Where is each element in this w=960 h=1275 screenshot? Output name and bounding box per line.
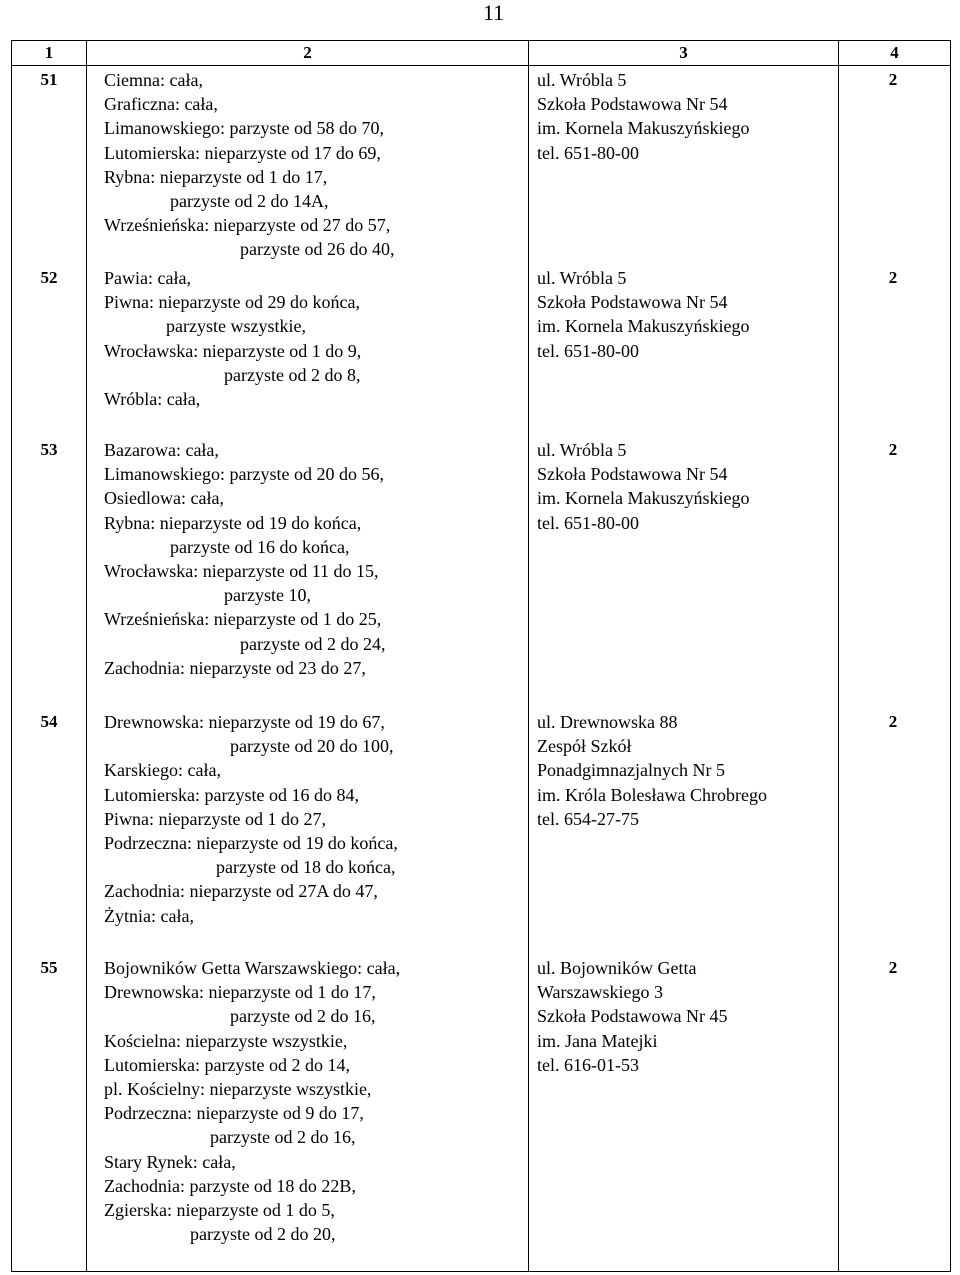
street-line: Pawia: cała, xyxy=(104,268,191,288)
street-list xyxy=(104,438,524,680)
header-col-4: 4 xyxy=(890,43,899,62)
street-line: Bojowników Getta Warszawskiego: cała, xyxy=(104,958,401,978)
school-address xyxy=(537,956,837,1077)
school-line: im. Kornela Makuszyńskiego xyxy=(537,316,750,337)
school-line: tel. 651-80-00 xyxy=(537,340,639,361)
street-line: parzyste od 2 do 16, xyxy=(230,1006,376,1027)
street-line: parzyste od 26 do 40, xyxy=(240,239,395,260)
table-header xyxy=(12,41,950,66)
school-line: Zespół Szkół xyxy=(537,736,632,757)
school-line: im. Jana Matejki xyxy=(537,1030,658,1051)
street-line: Lutomierska: parzyste od 16 do 84, xyxy=(104,784,359,805)
street-line: Karskiego: cała, xyxy=(104,760,221,781)
street-line: parzyste od 2 do 20, xyxy=(190,1224,336,1245)
street-line: Wróbla: cała, xyxy=(104,388,201,409)
school-line: Ponadgimnazjalnych Nr 5 xyxy=(537,760,725,781)
street-line: Drewnowska: nieparzyste od 1 do 17, xyxy=(104,982,376,1003)
district-number: 53 xyxy=(40,440,58,459)
school-line: tel. 654-27-75 xyxy=(537,808,639,829)
column-4-value: 2 xyxy=(888,440,898,459)
street-list xyxy=(104,956,524,1246)
street-line: parzyste od 16 do końca, xyxy=(170,536,350,557)
street-line: Wrocławska: nieparzyste od 1 do 9, xyxy=(104,340,362,361)
street-list xyxy=(104,710,524,928)
district-table xyxy=(11,40,951,1272)
district-number: 51 xyxy=(40,70,58,89)
district-number: 54 xyxy=(40,712,58,731)
school-line: ul. Bojowników Getta xyxy=(537,958,697,978)
street-line: Piwna: nieparzyste od 1 do 27, xyxy=(104,808,326,829)
street-line: Zachodnia: nieparzyste od 27A do 47, xyxy=(104,881,378,902)
street-line: Stary Rynek: cała, xyxy=(104,1151,236,1172)
street-line: parzyste od 20 do 100, xyxy=(230,736,394,757)
column-divider xyxy=(838,41,839,1271)
header-col-1: 1 xyxy=(44,43,54,62)
school-line: im. Kornela Makuszyńskiego xyxy=(537,118,750,139)
street-line: Podrzeczna: nieparzyste od 19 do końca, xyxy=(104,832,398,853)
street-line: Wrocławska: nieparzyste od 11 do 15, xyxy=(104,560,379,581)
street-line: parzyste 10, xyxy=(224,585,311,606)
school-address xyxy=(537,68,837,165)
school-address xyxy=(537,266,837,363)
street-line: Rybna: nieparzyste od 1 do 17, xyxy=(104,166,328,187)
district-number: 52 xyxy=(40,268,58,287)
street-line: Lutomierska: parzyste od 2 do 14, xyxy=(104,1054,350,1075)
street-line: parzyste od 2 do 14A, xyxy=(170,190,329,211)
street-line: Drewnowska: nieparzyste od 19 do 67, xyxy=(104,712,385,732)
header-col-2: 2 xyxy=(303,43,312,62)
street-line: Żytnia: cała, xyxy=(104,905,194,926)
school-line: ul. Wróbla 5 xyxy=(537,70,627,90)
column-4-value: 2 xyxy=(888,268,898,287)
street-line: Podrzeczna: nieparzyste od 9 do 17, xyxy=(104,1103,364,1124)
street-line: Graficzna: cała, xyxy=(104,94,218,115)
street-line: Osiedlowa: cała, xyxy=(104,488,224,509)
column-4-value: 2 xyxy=(888,958,898,977)
school-line: Szkoła Podstawowa Nr 54 xyxy=(537,94,728,115)
street-line: Kościelna: nieparzyste wszystkie, xyxy=(104,1030,348,1051)
street-line: parzyste od 2 do 24, xyxy=(240,633,386,654)
street-list xyxy=(104,68,524,262)
school-line: Szkoła Podstawowa Nr 54 xyxy=(537,464,728,485)
school-line: tel. 651-80-00 xyxy=(537,512,639,533)
school-line: ul. Wróbla 5 xyxy=(537,268,627,288)
street-line: Wrześnieńska: nieparzyste od 27 do 57, xyxy=(104,215,391,236)
street-line: parzyste od 2 do 8, xyxy=(224,364,361,385)
school-line: Warszawskiego 3 xyxy=(537,982,664,1003)
street-line: parzyste od 2 do 16, xyxy=(210,1127,356,1148)
street-line: Wrześnieńska: nieparzyste od 1 do 25, xyxy=(104,609,382,630)
school-line: tel. 616-01-53 xyxy=(537,1054,639,1075)
street-line: Limanowskiego: parzyste od 20 do 56, xyxy=(104,464,384,485)
street-list xyxy=(104,266,524,411)
street-line: parzyste wszystkie, xyxy=(166,316,306,337)
school-line: Szkoła Podstawowa Nr 54 xyxy=(537,292,728,313)
school-line: ul. Drewnowska 88 xyxy=(537,712,678,732)
school-address xyxy=(537,438,837,535)
street-line: Piwna: nieparzyste od 29 do końca, xyxy=(104,292,360,313)
street-line: pl. Kościelny: nieparzyste wszystkie, xyxy=(104,1078,372,1099)
column-divider xyxy=(528,41,529,1271)
school-address xyxy=(537,710,837,831)
street-line: Rybna: nieparzyste od 19 do końca, xyxy=(104,512,362,533)
street-line: Ciemna: cała, xyxy=(104,70,203,90)
column-4-value: 2 xyxy=(888,712,898,731)
street-line: Zachodnia: nieparzyste od 23 do 27, xyxy=(104,657,366,678)
column-4-value: 2 xyxy=(888,70,898,89)
column-divider xyxy=(86,41,87,1271)
school-line: im. Króla Bolesława Chrobrego xyxy=(537,784,767,805)
school-line: ul. Wróbla 5 xyxy=(537,440,627,460)
page-number: 11 xyxy=(483,0,505,25)
street-line: Limanowskiego: parzyste od 58 do 70, xyxy=(104,118,384,139)
street-line: parzyste od 18 do końca, xyxy=(216,857,396,878)
district-number: 55 xyxy=(40,958,58,977)
street-line: Bazarowa: cała, xyxy=(104,440,219,460)
school-line: tel. 651-80-00 xyxy=(537,142,639,163)
school-line: im. Kornela Makuszyńskiego xyxy=(537,488,750,509)
street-line: Zgierska: nieparzyste od 1 do 5, xyxy=(104,1199,335,1220)
school-line: Szkoła Podstawowa Nr 45 xyxy=(537,1006,728,1027)
street-line: Lutomierska: nieparzyste od 17 do 69, xyxy=(104,142,381,163)
header-col-3: 3 xyxy=(679,43,688,62)
street-line: Zachodnia: parzyste od 18 do 22B, xyxy=(104,1175,356,1196)
